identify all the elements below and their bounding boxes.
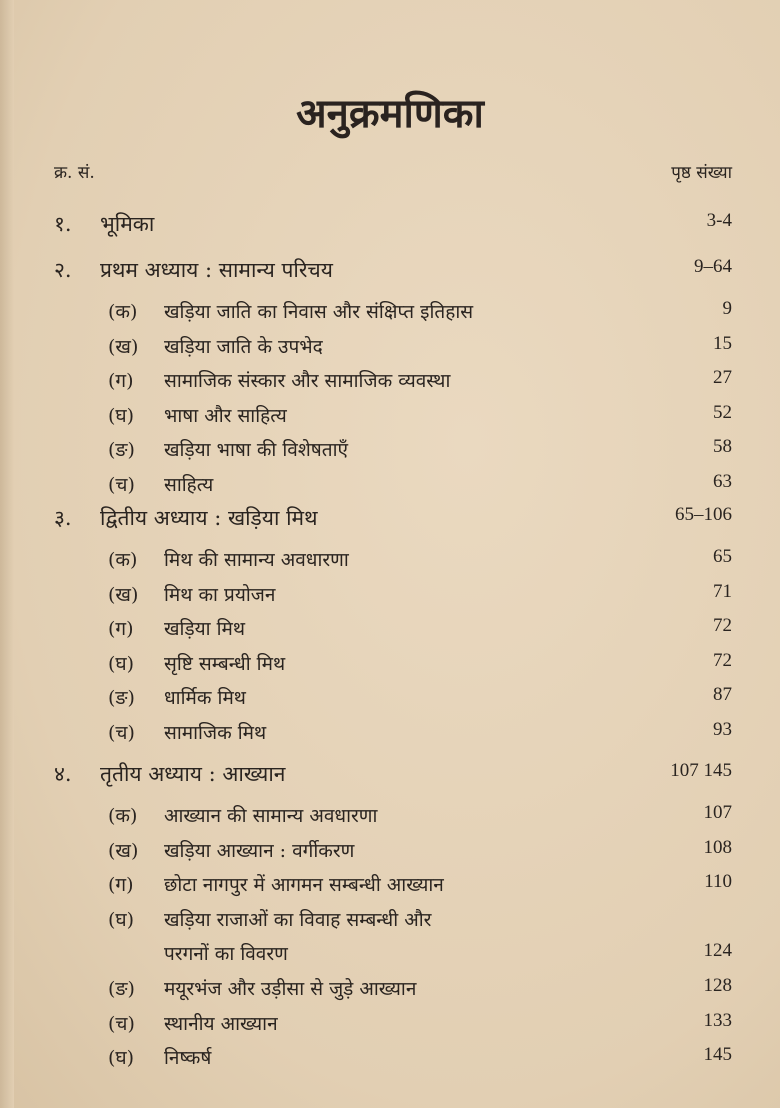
section-label: (ख) bbox=[108, 335, 139, 358]
section-title: सामाजिक संस्कार और सामाजिक व्यवस्था bbox=[164, 370, 451, 393]
section-row bbox=[0, 333, 780, 367]
chapter-title: प्रथम अध्याय : सामान्य परिचय bbox=[100, 258, 333, 282]
section-page: 72 bbox=[713, 649, 732, 671]
section-title: छोटा नागपुर में आगमन सम्बन्धी आख्यान bbox=[164, 874, 444, 897]
section-page: 52 bbox=[713, 401, 732, 423]
section-label: (घ) bbox=[108, 908, 135, 931]
serial-number-header: क्र. सं. bbox=[54, 163, 95, 183]
section-label: (च) bbox=[108, 474, 135, 496]
chapter-pages: 3-4 bbox=[706, 210, 732, 231]
section-title: साहित्य bbox=[164, 474, 214, 496]
section-label: (ङ) bbox=[108, 439, 135, 462]
section-page: 145 bbox=[703, 1044, 732, 1066]
section-row bbox=[0, 802, 780, 836]
section-label: (घ) bbox=[108, 1047, 135, 1070]
section-row bbox=[0, 719, 780, 753]
section-row bbox=[0, 1010, 780, 1044]
section-title: धार्मिक मिथ bbox=[164, 687, 246, 710]
section-label: (घ) bbox=[108, 404, 135, 427]
chapter-pages: 107 145 bbox=[670, 760, 732, 781]
section-label: (ग) bbox=[108, 618, 134, 641]
chapter-pages: 9–64 bbox=[694, 256, 732, 277]
section-title: मिथ का प्रयोजन bbox=[164, 583, 276, 606]
section-title: मिथ की सामान्य अवधारणा bbox=[164, 549, 349, 571]
chapter-row bbox=[0, 256, 780, 290]
section-page: 107 bbox=[703, 802, 732, 823]
section-page: 110 bbox=[704, 871, 732, 893]
section-label: (च) bbox=[108, 1012, 135, 1035]
section-page: 9 bbox=[722, 298, 732, 319]
section-title: सृष्टि सम्बन्धी मिथ bbox=[164, 652, 286, 675]
page-title: अनुक्रमणिका bbox=[296, 90, 484, 137]
section-label: (ग) bbox=[108, 874, 134, 897]
section-label: (क) bbox=[108, 805, 138, 827]
section-title: खड़िया भाषा की विशेषताएँ bbox=[164, 439, 349, 462]
chapter-title: भूमिका bbox=[100, 212, 155, 236]
section-label: (घ) bbox=[108, 652, 135, 675]
page-number-header: पृष्ठ संख्या bbox=[671, 163, 732, 183]
section-page: 124 bbox=[703, 940, 732, 962]
section-row bbox=[0, 684, 780, 718]
section-page: 133 bbox=[703, 1009, 732, 1031]
section-row bbox=[0, 650, 780, 684]
section-title: मयूरभंज और उड़ीसा से जुड़े आख्यान bbox=[164, 978, 417, 1000]
section-page: 72 bbox=[713, 615, 732, 637]
chapter-number: २. bbox=[54, 258, 72, 282]
section-page: 27 bbox=[713, 367, 732, 389]
section-page: 87 bbox=[713, 684, 732, 706]
section-page: 93 bbox=[713, 719, 732, 740]
section-title: खड़िया राजाओं का विवाह सम्बन्धी और bbox=[164, 908, 432, 931]
section-title: खड़िया मिथ bbox=[164, 618, 246, 641]
chapter-row bbox=[0, 210, 780, 244]
section-row bbox=[0, 906, 780, 966]
section-row bbox=[0, 1044, 780, 1078]
section-row bbox=[0, 615, 780, 649]
chapter-title: द्वितीय अध्याय : खड़िया मिथ bbox=[100, 506, 318, 530]
section-title: खड़िया जाति का निवास और संक्षिप्त इतिहास bbox=[164, 301, 474, 323]
chapter-row bbox=[0, 760, 780, 794]
chapter-row bbox=[0, 504, 780, 538]
section-row bbox=[0, 975, 780, 1009]
chapter-number: ४. bbox=[54, 762, 72, 786]
section-row bbox=[0, 546, 780, 580]
section-label: (ग) bbox=[108, 370, 134, 393]
section-page: 65 bbox=[713, 546, 732, 567]
section-row bbox=[0, 471, 780, 505]
section-label: (ख) bbox=[108, 583, 139, 606]
chapter-title: तृतीय अध्याय : आख्यान bbox=[100, 762, 286, 786]
section-row bbox=[0, 402, 780, 436]
chapter-number: १. bbox=[54, 212, 72, 236]
section-label: (ङ) bbox=[108, 978, 135, 1000]
section-row bbox=[0, 871, 780, 905]
section-title-continued: परगनों का विवरण bbox=[164, 943, 288, 966]
section-title: खड़िया आख्यान : वर्गीकरण bbox=[164, 839, 355, 862]
section-title: स्थानीय आख्यान bbox=[164, 1012, 278, 1035]
section-page: 128 bbox=[703, 975, 732, 996]
section-label: (ख) bbox=[108, 839, 139, 862]
section-row bbox=[0, 581, 780, 615]
section-label: (च) bbox=[108, 722, 135, 744]
section-page: 63 bbox=[713, 471, 732, 492]
section-page: 58 bbox=[713, 436, 732, 458]
chapter-pages: 65–106 bbox=[675, 504, 732, 525]
section-row bbox=[0, 837, 780, 871]
section-title: निष्कर्ष bbox=[164, 1047, 212, 1070]
section-title: खड़िया जाति के उपभेद bbox=[164, 335, 323, 358]
section-page: 15 bbox=[713, 332, 732, 354]
section-label: (क) bbox=[108, 301, 138, 323]
section-row bbox=[0, 367, 780, 401]
section-page: 71 bbox=[713, 580, 732, 602]
section-title: आख्यान की सामान्य अवधारणा bbox=[164, 805, 378, 827]
section-label: (क) bbox=[108, 549, 138, 571]
section-title: भाषा और साहित्य bbox=[164, 404, 287, 427]
section-title: सामाजिक मिथ bbox=[164, 722, 267, 744]
chapter-number: ३. bbox=[54, 506, 72, 530]
section-label: (ङ) bbox=[108, 687, 135, 710]
section-page: 108 bbox=[703, 836, 732, 858]
section-row bbox=[0, 436, 780, 470]
section-row bbox=[0, 298, 780, 332]
